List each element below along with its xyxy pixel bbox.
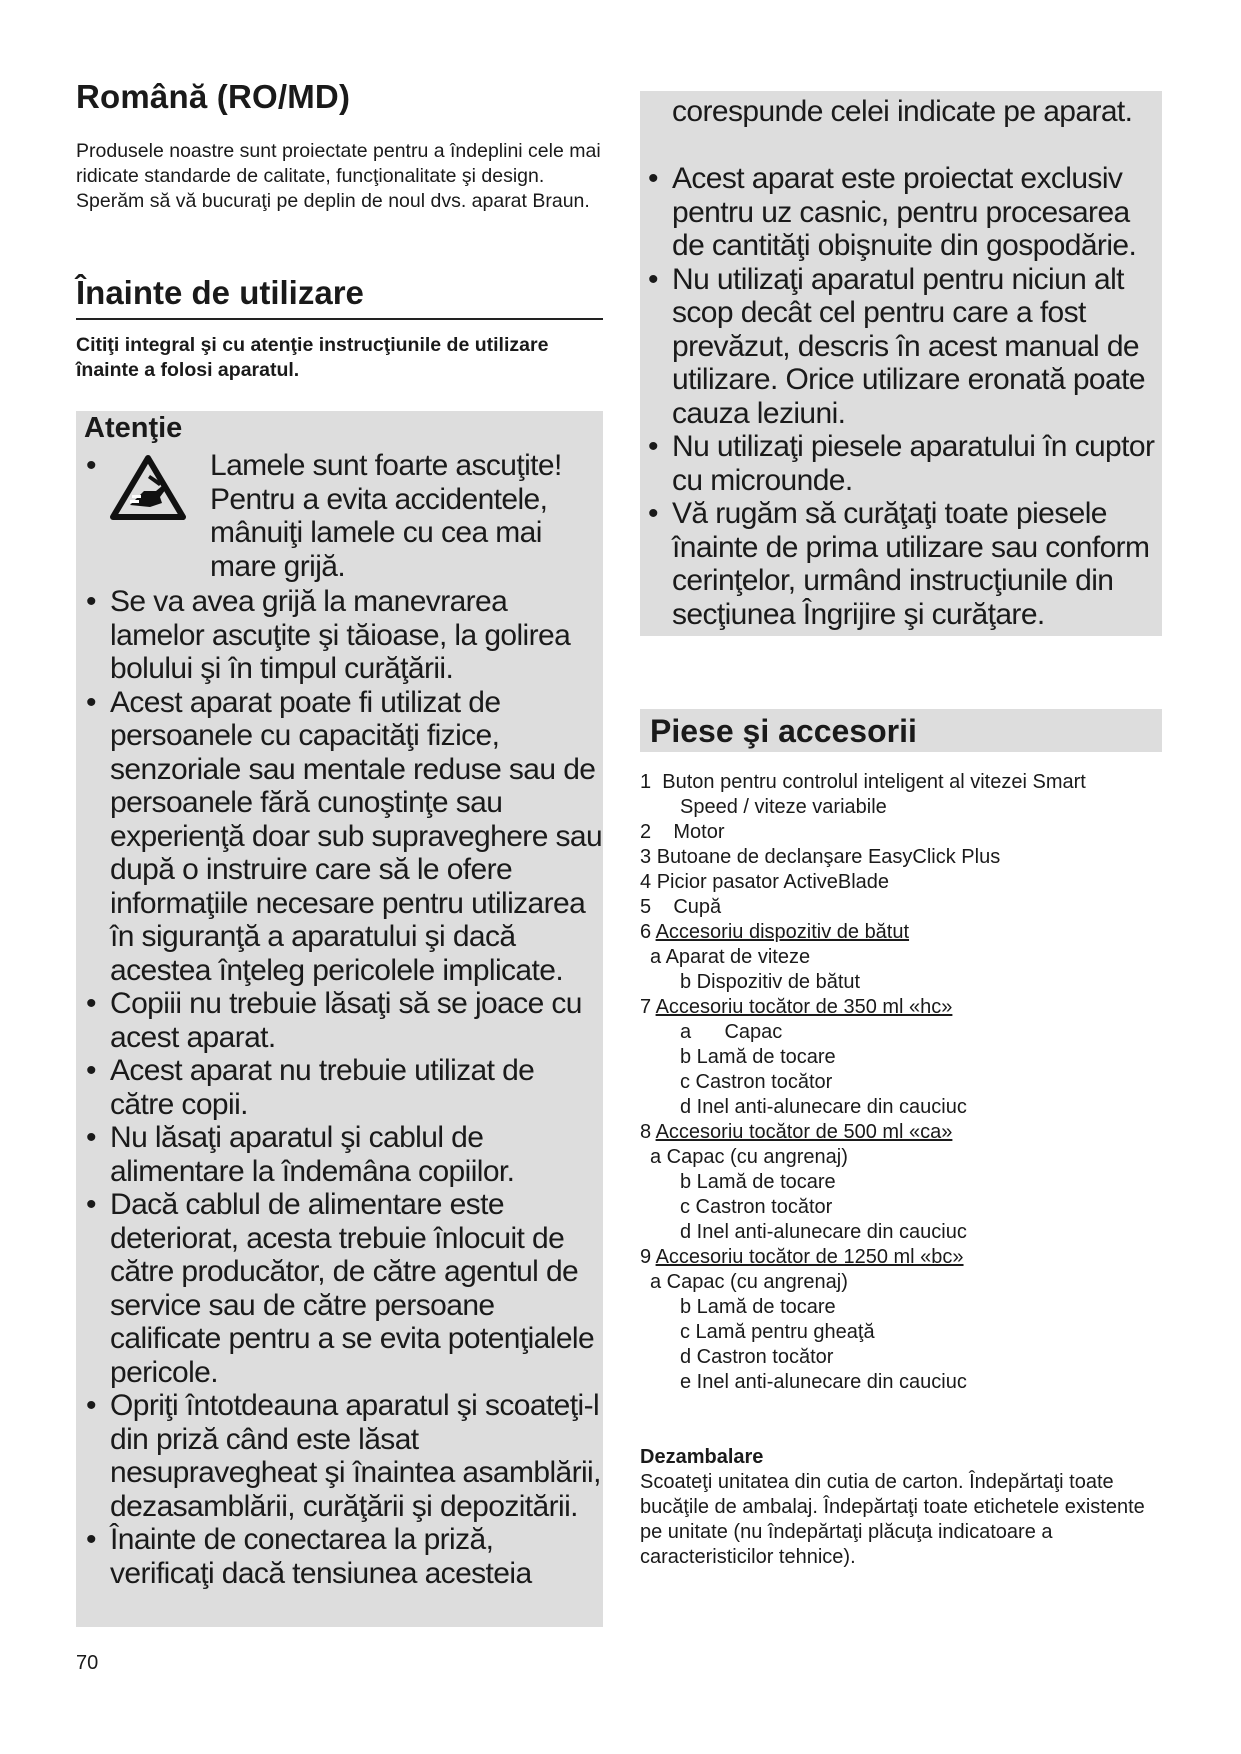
bullet-icon: • [86, 449, 97, 482]
part-label: d Inel anti-alunecare din cauciuc [680, 1096, 967, 1118]
parts-row [640, 770, 1160, 795]
part-label: Motor [673, 821, 725, 843]
unpacking-text: Scoateţi unitatea din cutia de carton. Îndepărtaţi toate bucăţile de ambalaj. Îndepărtaţi toate etichetele existente pe unitate (nu îndepărtaţi plăcuţa indicatoare a caracteristicilor tehnice). [640, 1471, 1145, 1568]
before-use-lead: Citiţi integral şi cu atenţie instrucţiunile de utilizare înainte a folosi aparatul. [76, 334, 549, 381]
parts-row [640, 1320, 1160, 1345]
parts-row [640, 945, 1160, 970]
part-label: b Lamă de tocare [680, 1171, 836, 1193]
parts-row [640, 1220, 1160, 1245]
part-number: 9 [640, 1246, 652, 1268]
part-label: b Lamă de tocare [680, 1046, 836, 1068]
list-item: • Nu lăsaţi aparatul şi cablul de alimentare la îndemâna copiilor. [86, 1121, 604, 1188]
warning-title: Atenţie [84, 412, 183, 444]
parts-row [640, 1070, 1160, 1095]
parts-title: Piese şi accesorii [650, 713, 917, 749]
part-number: 1 [640, 771, 652, 793]
unpacking-title: Dezambalare [640, 1446, 764, 1468]
page-title: Română (RO/MD) [76, 78, 351, 115]
part-label: d Inel anti-alunecare din cauciuc [680, 1221, 967, 1243]
part-label: c Lamă pentru gheaţă [680, 1321, 875, 1343]
parts-row [640, 1020, 1160, 1045]
list-item: • Nu utilizaţi piesele aparatului în cuptor cu microunde. [648, 430, 1156, 497]
part-label: Accesoriu dispozitiv de bătut [655, 921, 910, 943]
parts-row [640, 820, 1160, 845]
parts-row [640, 1120, 1160, 1145]
list-item: • Vă rugăm să curăţaţi toate piesele înainte de prima utilizare sau conform cerinţelor, urmând instrucţiunile din secţiunea Îngrijire şi curăţare. [648, 497, 1156, 631]
parts-row [640, 1245, 1160, 1270]
part-label: c Castron tocător [680, 1196, 833, 1218]
parts-row [640, 1370, 1160, 1395]
parts-row [640, 1170, 1160, 1195]
parts-row [640, 970, 1160, 995]
list-item: • Acest aparat nu trebuie utilizat de către copii. [86, 1054, 604, 1121]
part-label: d Castron tocător [680, 1346, 834, 1368]
list-item: • Nu utilizaţi aparatul pentru niciun alt scop decât cel pentru care a fost prevăzut, descris în acest manual de utilizare. Orice utilizare eronată poate cauza leziuni. [648, 263, 1156, 431]
part-number: 7 [640, 996, 652, 1018]
part-label: Accesoriu tocător de 500 ml «ca» [655, 1121, 953, 1143]
intro-paragraph: Produsele noastre sunt proiectate pentru a îndeplini cele mai ridicate standarde de calitate, funcţionalitate şi design. Sperăm să vă bucuraţi pe deplin de noul dvs. aparat Braun. [76, 140, 601, 212]
parts-row [640, 995, 1160, 1020]
part-label: Buton pentru controlul inteligent al vitezei Smart [662, 771, 1086, 793]
part-label: a Capac (cu angrenaj) [650, 1146, 848, 1168]
part-label: Accesoriu tocător de 350 ml «hc» [655, 996, 953, 1018]
part-label: Accesoriu tocător de 1250 ml «bc» [655, 1246, 964, 1268]
part-number: 2 [640, 821, 652, 843]
parts-row [640, 920, 1160, 945]
part-number: 5 [640, 896, 652, 918]
list-item: • Se va avea grijă la manevrarea lamelor ascuţite şi tăioase, la golirea bolului şi în timpul curăţării. [86, 585, 604, 686]
parts-row [640, 1095, 1160, 1120]
parts-row [640, 1345, 1160, 1370]
list-item: • Acest aparat poate fi utilizat de persoanele cu capacităţi fizice, senzoriale sau mentale reduse sau de persoanele fără cunoştinţe sau experienţă doar sub supraveghere sau după o instruire care să le ofere informaţiile necesare pentru utilizarea în siguranţă a aparatului şi dacă acestea înţeleg pericolele implicate. [86, 686, 604, 988]
section-title-before-use: Înainte de utilizare [76, 274, 364, 311]
parts-row [640, 845, 1160, 870]
parts-row [640, 795, 1160, 820]
parts-row [640, 1270, 1160, 1295]
list-item: • Acest aparat este proiectat exclusiv pentru uz casnic, pentru procesarea de cantităţi obişnuite din gospodărie. [648, 162, 1156, 263]
warning-first-text: Lamele sunt foarte ascuţite! Pentru a evita accidentele, mânuiţi lamele cu cea mai mare grijă. [210, 449, 562, 583]
parts-row [640, 870, 1160, 895]
part-label: c Castron tocător [680, 1071, 833, 1093]
list-item: • Copiii nu trebuie lăsaţi să se joace cu acest aparat. [86, 987, 604, 1054]
warning-continued-list [648, 162, 1156, 631]
part-number: 3 [640, 846, 652, 868]
part-label: Speed / viteze variabile [680, 796, 887, 818]
warning-list [86, 585, 604, 1590]
parts-row [640, 895, 1160, 920]
part-label: Picior pasator ActiveBlade [656, 871, 890, 893]
parts-row [640, 1045, 1160, 1070]
part-label: a Capac [680, 1021, 783, 1043]
sharp-blade-hazard-icon [110, 453, 186, 523]
part-label: b Dispozitiv de bătut [680, 971, 861, 993]
list-item: • Înainte de conectarea la priză, verificaţi dacă tensiunea acesteia [86, 1523, 604, 1590]
part-number: 6 [640, 921, 652, 943]
parts-row [640, 1145, 1160, 1170]
warning-continued-text: corespunde celei indicate pe aparat. [672, 95, 1133, 128]
list-item: • Opriţi întotdeauna aparatul şi scoateţi-l din priză când este lăsat nesupravegheat şi înaintea asamblării, dezasamblării, curăţării şi depozitării. [86, 1389, 604, 1523]
part-label: Cupă [673, 896, 722, 918]
part-label: Butoane de declanşare EasyClick Plus [656, 846, 1001, 868]
part-number: 4 [640, 871, 652, 893]
part-label: b Lamă de tocare [680, 1296, 836, 1318]
part-number: 8 [640, 1121, 652, 1143]
list-item: • Dacă cablul de alimentare este deteriorat, acesta trebuie înlocuit de către producător, de către agentul de service sau de către persoane calificate pentru a se evita potenţialele pericole. [86, 1188, 604, 1389]
part-label: a Aparat de viteze [650, 946, 811, 968]
part-label: e Inel anti-alunecare din cauciuc [680, 1371, 967, 1393]
parts-list [640, 770, 1160, 1395]
parts-row [640, 1295, 1160, 1320]
page-number: 70 [76, 1652, 99, 1674]
part-label: a Capac (cu angrenaj) [650, 1271, 848, 1293]
section-divider [76, 318, 603, 320]
parts-row [640, 1195, 1160, 1220]
